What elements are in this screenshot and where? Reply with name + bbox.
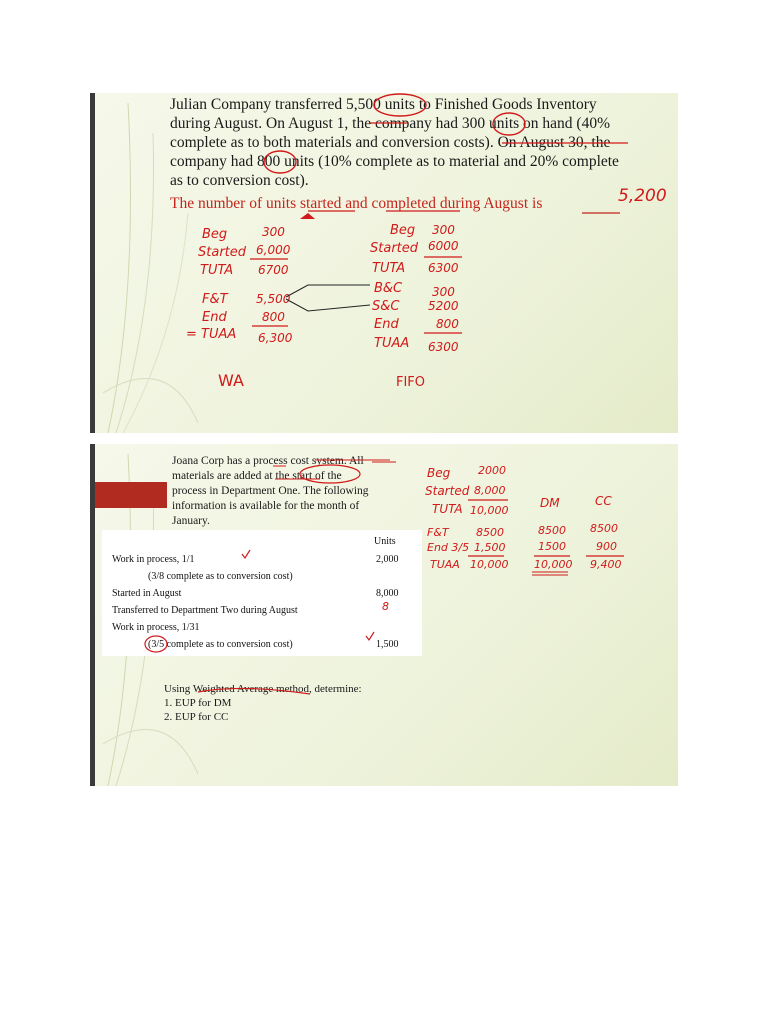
- intro-line: January.: [172, 515, 210, 527]
- intro-line: information is available for the month of: [172, 500, 360, 512]
- work-dm-value: 10,000: [534, 558, 573, 571]
- fifo-label-end: End: [374, 317, 399, 332]
- slide-joana-corp: [90, 444, 678, 786]
- instruction-line: Using Weighted Average method, determine:: [164, 683, 362, 695]
- table-row-value: 8,000: [376, 588, 399, 599]
- intro-line: Joana Corp has a process cost system. All: [172, 455, 364, 467]
- fifo-value-sc: 5200: [428, 299, 459, 313]
- work-label-end: End 3/5: [427, 541, 470, 554]
- work-cc-header: CC: [595, 494, 612, 508]
- work-value-tuaa: 10,000: [470, 558, 509, 571]
- fifo-label-tuaa: TUAA: [374, 336, 410, 351]
- wa-value-beg: 300: [262, 225, 285, 239]
- wa-method-label: WA: [218, 371, 244, 390]
- wa-label-tuaa: = TUAA: [186, 327, 237, 342]
- table-row-label: (3/5 complete as to conversion cost): [148, 639, 293, 650]
- table-row-label: Work in process, 1/31: [112, 622, 200, 633]
- work-dm-header: DM: [540, 496, 560, 510]
- table-row-label: Transferred to Department Two during August: [112, 605, 298, 616]
- fifo-value-end: 800: [436, 317, 459, 331]
- work-value-ft: 8500: [476, 526, 504, 539]
- work-value-beg: 2000: [478, 464, 506, 477]
- fifo-label-beg: Beg: [390, 223, 416, 238]
- wa-label-started: Started: [198, 245, 247, 260]
- fifo-value-tuaa: 6300: [428, 340, 459, 354]
- fifo-value-beg: 300: [432, 223, 455, 237]
- question-item: 2. EUP for CC: [164, 711, 229, 723]
- problem-line: company had 800 units (10% complete as to material and 20% complete: [170, 153, 619, 170]
- work-value-started: 8,000: [474, 484, 506, 497]
- intro-line: process in Department One. The following: [172, 485, 369, 497]
- wa-label-tuta: TUTA: [200, 263, 234, 278]
- table-row-value: 1,500: [376, 639, 399, 650]
- fifo-method-label: FIFO: [396, 375, 426, 390]
- slide-julian-company: [90, 93, 678, 433]
- work-cc-value: 9,400: [590, 558, 622, 571]
- fifo-value-started: 6000: [428, 239, 459, 253]
- fifo-label-started: Started: [370, 241, 419, 256]
- table-row-label: (3/8 complete as to conversion cost): [148, 571, 293, 582]
- fifo-value-tuta: 6300: [428, 261, 459, 275]
- fifo-label-sc: S&C: [372, 299, 400, 314]
- fifo-label-tuta: TUTA: [372, 261, 406, 276]
- slide1-annotations: [90, 93, 678, 433]
- units-header: Units: [374, 536, 396, 547]
- work-label-tuta: TUTA: [432, 502, 463, 516]
- wa-value-tuta: 6700: [258, 263, 289, 277]
- work-dm-value: 1500: [538, 540, 566, 553]
- table-row-label: Work in process, 1/1: [112, 554, 195, 565]
- problem-line: complete as to both materials and conversion costs). On August 30, the: [170, 134, 611, 151]
- work-value-tuta: 10,000: [470, 504, 509, 517]
- wa-label-beg: Beg: [202, 227, 228, 242]
- wa-value-end: 800: [262, 310, 285, 324]
- slide2-annotations: [90, 444, 678, 786]
- work-value-end: 1,500: [474, 541, 506, 554]
- table-row-value: 2,000: [376, 554, 399, 565]
- intro-line: materials are added at the start of the: [172, 470, 342, 482]
- wa-label-ft: F&T: [202, 292, 228, 307]
- work-cc-value: 900: [596, 540, 617, 553]
- wa-value-tuaa: 6,300: [258, 331, 293, 345]
- wa-value-ft: 5,500: [256, 292, 291, 306]
- answer-handwritten: 5,200: [618, 186, 667, 206]
- work-dm-value: 8500: [538, 524, 566, 537]
- problem-line: during August. On August 1, the company had 300 units on hand (40%: [170, 115, 610, 132]
- question-text: The number of units started and completed during August is: [170, 195, 543, 212]
- table-row-value: 8: [382, 600, 389, 613]
- wa-value-started: 6,000: [256, 243, 291, 257]
- work-label-tuaa: TUAA: [430, 558, 460, 571]
- work-label-started: Started: [425, 484, 470, 498]
- question-item: 1. EUP for DM: [164, 697, 232, 709]
- problem-line: as to conversion cost).: [170, 172, 309, 189]
- problem-line: Julian Company transferred 5,500 units to Finished Goods Inventory: [170, 96, 597, 113]
- table-row-label: Started in August: [112, 588, 182, 599]
- work-cc-value: 8500: [590, 522, 618, 535]
- fifo-label-bc: B&C: [374, 281, 403, 296]
- wa-label-end: End: [202, 310, 227, 325]
- fifo-value-bc: 300: [432, 285, 455, 299]
- work-label-ft: F&T: [427, 526, 449, 539]
- work-label-beg: Beg: [427, 466, 451, 480]
